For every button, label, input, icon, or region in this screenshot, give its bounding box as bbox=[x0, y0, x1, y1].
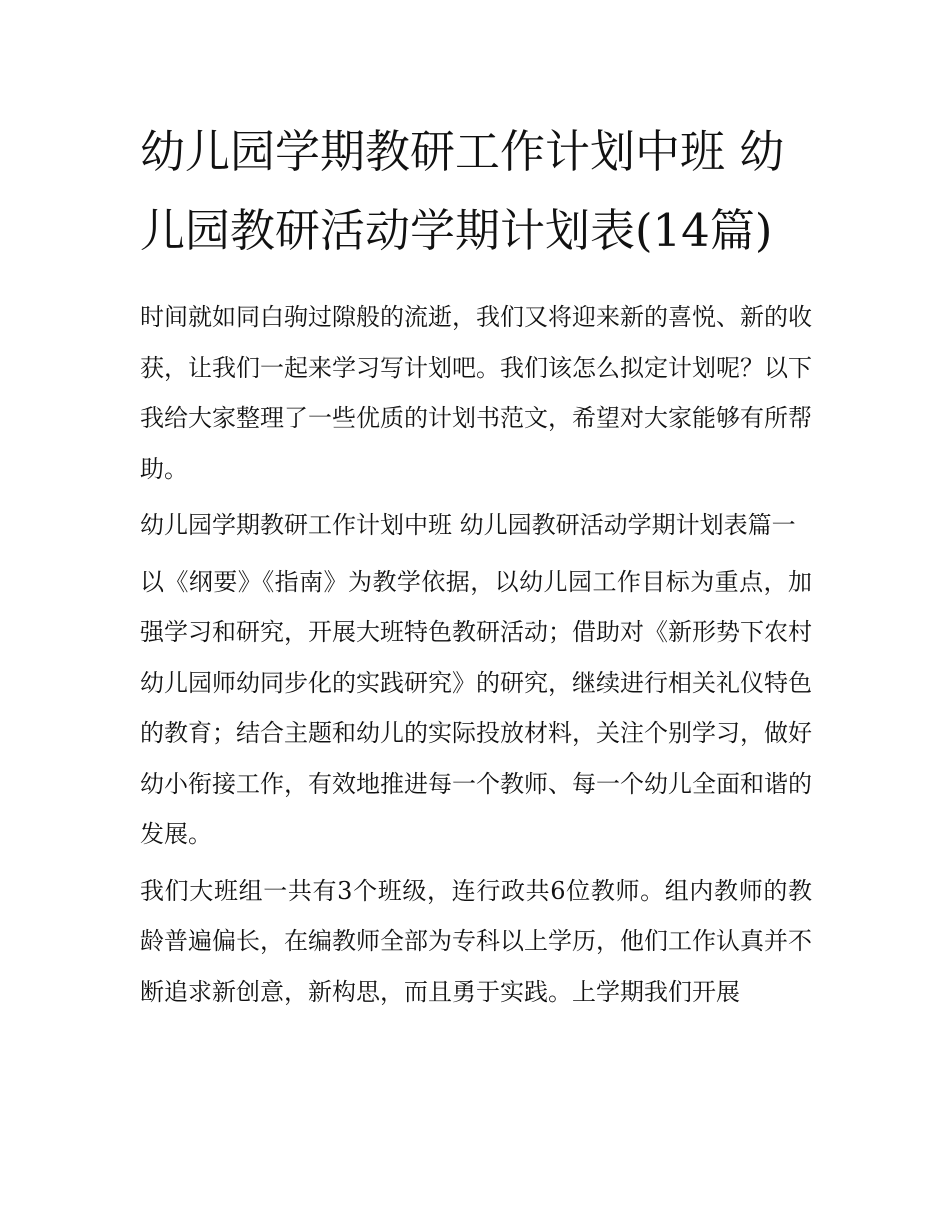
section-heading: 幼儿园学期教研工作计划中班 幼儿园教研活动学期计划表篇一 bbox=[140, 511, 796, 539]
intro-paragraph: 时间就如同白驹过隙般的流逝，我们又将迎来新的喜悦、新的收获，让我们一起来学习写计划吧。我们该怎么拟定计划呢？以下我给大家整理了一些优质的计划书范文，希望对大家能够有所帮助。 bbox=[140, 303, 812, 483]
body-paragraph-2: 我们大班组一共有3个班级，连行政共6位教师。组内教师的教龄普遍偏长，在编教师全部为专科以上学历，他们工作认真并不断追求新创意，新构思，而且勇于实践。上学期我们开展 bbox=[140, 876, 812, 1006]
document-title: 幼儿园学期教研工作计划中班 幼儿园教研活动学期计划表(14篇) bbox=[140, 125, 785, 257]
body-paragraph-1: 以《纲要》《指南》为教学依据，以幼儿园工作目标为重点，加强学习和研究，开展大班特色教研活动；借助对《新形势下农村幼儿园师幼同步化的实践研究》的研究，继续进行相关礼仪特色的教育；结合主题和幼儿的实际投放材料，关注个别学习，做好幼小衔接工作，有效地推进每一个教师、每一个幼儿全面和谐的发展。 bbox=[140, 567, 812, 848]
document-page bbox=[140, 112, 812, 1017]
